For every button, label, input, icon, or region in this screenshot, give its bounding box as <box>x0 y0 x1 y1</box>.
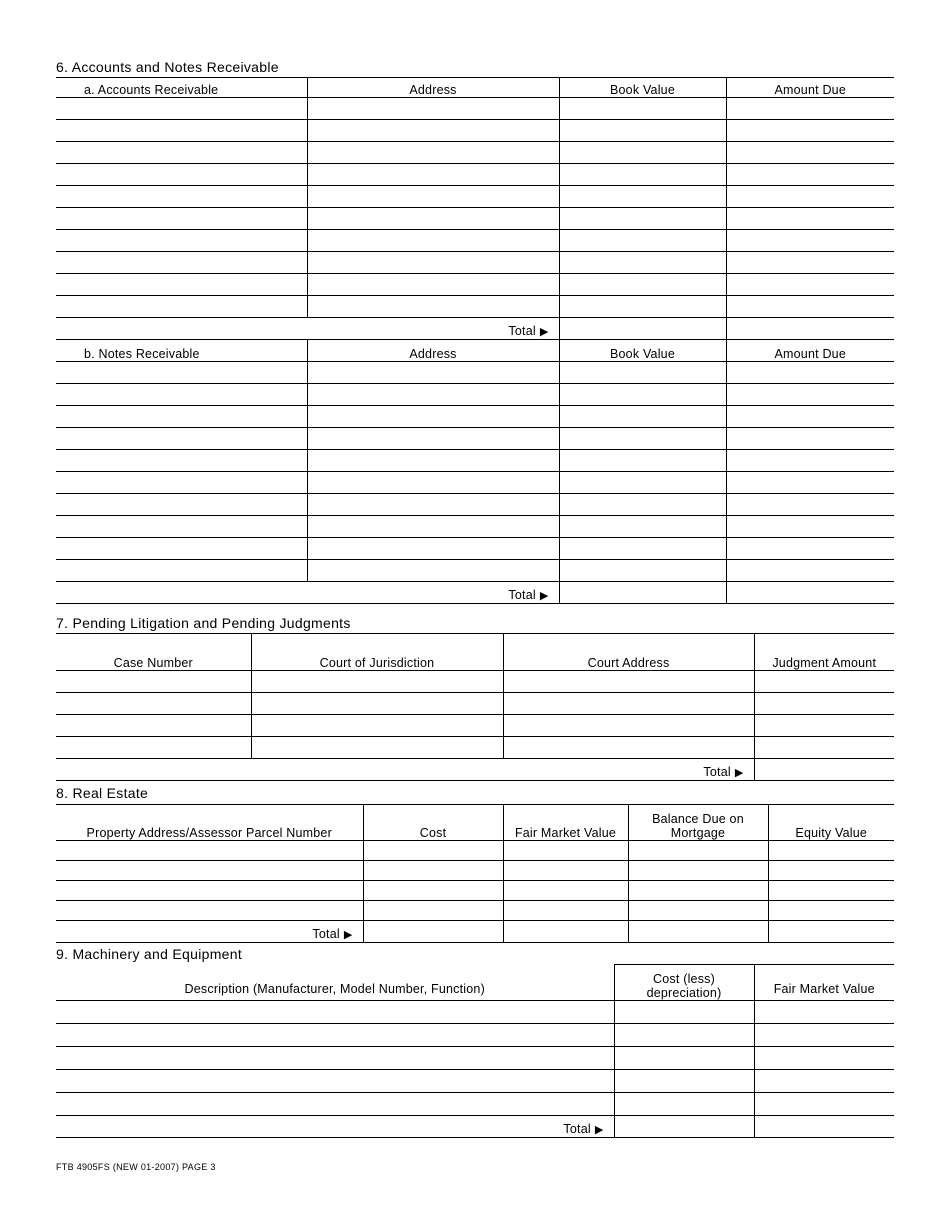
cell-judgment-amount[interactable] <box>754 715 894 737</box>
col-book-value: Book Value <box>559 340 726 362</box>
cell-book-value[interactable] <box>559 362 726 384</box>
total-book-value[interactable] <box>559 318 726 340</box>
table-row <box>56 384 894 406</box>
cell-amount-due[interactable] <box>726 560 894 582</box>
cell-name[interactable] <box>56 538 307 560</box>
cell-name[interactable] <box>56 296 307 318</box>
cell-name[interactable] <box>56 230 307 252</box>
cell-property[interactable] <box>56 901 363 921</box>
table-row <box>56 841 894 861</box>
cell-book-value[interactable] <box>559 494 726 516</box>
cell-fmv[interactable] <box>503 881 628 901</box>
cell-description[interactable] <box>56 1001 614 1024</box>
cell-cost[interactable] <box>614 1047 754 1070</box>
cell-court-address[interactable] <box>503 671 754 693</box>
cell-property[interactable] <box>56 861 363 881</box>
table-row <box>56 693 894 715</box>
cell-amount-due[interactable] <box>726 252 894 274</box>
table-row <box>56 274 894 296</box>
col-equity-value: Equity Value <box>768 805 894 841</box>
cell-cost[interactable] <box>614 1001 754 1024</box>
cell-address[interactable] <box>307 186 559 208</box>
cell-fmv[interactable] <box>503 861 628 881</box>
cell-name[interactable] <box>56 516 307 538</box>
cell-name[interactable] <box>56 208 307 230</box>
total-label: Total ▶ <box>56 318 559 340</box>
cell-fmv[interactable] <box>503 901 628 921</box>
cell-name[interactable] <box>56 406 307 428</box>
table-header-row <box>56 634 894 671</box>
total-amount-due[interactable] <box>726 318 894 340</box>
col-book-value: Book Value <box>559 78 726 98</box>
machinery-table <box>56 964 894 1138</box>
cell-book-value[interactable] <box>559 208 726 230</box>
total-row <box>56 318 894 340</box>
cell-name[interactable] <box>56 472 307 494</box>
cell-amount-due[interactable] <box>726 230 894 252</box>
cell-address[interactable] <box>307 494 559 516</box>
table-row <box>56 142 894 164</box>
total-balance[interactable] <box>628 921 768 943</box>
cell-amount-due[interactable] <box>726 164 894 186</box>
col-address: Address <box>307 78 559 98</box>
cell-book-value[interactable] <box>559 384 726 406</box>
total-equity[interactable] <box>768 921 894 943</box>
cell-address[interactable] <box>307 230 559 252</box>
table-header-row <box>56 340 894 362</box>
cell-address[interactable] <box>307 274 559 296</box>
arrow-right-icon: ▶ <box>539 326 549 338</box>
cell-judgment-amount[interactable] <box>754 671 894 693</box>
cell-court[interactable] <box>251 671 503 693</box>
total-judgment-amount[interactable] <box>754 759 894 781</box>
cell-description[interactable] <box>56 1070 614 1093</box>
total-cost[interactable] <box>614 1116 754 1138</box>
cell-book-value[interactable] <box>559 538 726 560</box>
table-row <box>56 472 894 494</box>
total-fmv[interactable] <box>503 921 628 943</box>
col-description: Description (Manufacturer, Model Number, Function) <box>56 965 614 1001</box>
table-row <box>56 901 894 921</box>
table-row <box>56 120 894 142</box>
cell-name[interactable] <box>56 142 307 164</box>
cell-book-value[interactable] <box>559 230 726 252</box>
cell-name[interactable] <box>56 450 307 472</box>
cell-name[interactable] <box>56 560 307 582</box>
cell-name[interactable] <box>56 98 307 120</box>
cell-balance[interactable] <box>628 841 768 861</box>
col-cost: Cost <box>363 805 503 841</box>
cell-equity[interactable] <box>768 881 894 901</box>
cell-address[interactable] <box>307 406 559 428</box>
cell-equity[interactable] <box>768 901 894 921</box>
cell-amount-due[interactable] <box>726 208 894 230</box>
table-row <box>56 98 894 120</box>
cell-court[interactable] <box>251 693 503 715</box>
col-cost-less-depreciation: Cost (less) depreciation) <box>614 965 754 1001</box>
cell-amount-due[interactable] <box>726 538 894 560</box>
section-7-title: 7. Pending Litigation and Pending Judgments <box>56 615 351 631</box>
form-footer: FTB 4905FS (NEW 01-2007) PAGE 3 <box>56 1162 216 1172</box>
cell-name[interactable] <box>56 274 307 296</box>
cell-address[interactable] <box>307 450 559 472</box>
cell-description[interactable] <box>56 1024 614 1047</box>
cell-amount-due[interactable] <box>726 296 894 318</box>
cell-book-value[interactable] <box>559 120 726 142</box>
col-amount-due: Amount Due <box>726 78 894 98</box>
col-amount-due: Amount Due <box>726 340 894 362</box>
cell-address[interactable] <box>307 516 559 538</box>
cell-fmv[interactable] <box>503 841 628 861</box>
table-header-row <box>56 965 894 1001</box>
table-row <box>56 450 894 472</box>
cell-amount-due[interactable] <box>726 384 894 406</box>
col-court-of-jurisdiction: Court of Jurisdiction <box>251 634 503 671</box>
cell-name[interactable] <box>56 252 307 274</box>
table-row <box>56 164 894 186</box>
cell-address[interactable] <box>307 472 559 494</box>
cell-description[interactable] <box>56 1093 614 1116</box>
cell-fmv[interactable] <box>754 1070 894 1093</box>
cell-address[interactable] <box>307 252 559 274</box>
cell-name[interactable] <box>56 186 307 208</box>
table-row <box>56 715 894 737</box>
cell-cost[interactable] <box>614 1093 754 1116</box>
cell-case-number[interactable] <box>56 737 251 759</box>
cell-description[interactable] <box>56 1047 614 1070</box>
cell-name[interactable] <box>56 384 307 406</box>
col-court-address: Court Address <box>503 634 754 671</box>
cell-amount-due[interactable] <box>726 406 894 428</box>
section-9-title: 9. Machinery and Equipment <box>56 946 243 962</box>
arrow-right-icon: ▶ <box>539 590 549 602</box>
cell-book-value[interactable] <box>559 450 726 472</box>
cell-amount-due[interactable] <box>726 274 894 296</box>
cell-book-value[interactable] <box>559 472 726 494</box>
cell-amount-due[interactable] <box>726 516 894 538</box>
cell-court-address[interactable] <box>503 737 754 759</box>
cell-address[interactable] <box>307 208 559 230</box>
table-row <box>56 186 894 208</box>
cell-book-value[interactable] <box>559 164 726 186</box>
table-row <box>56 881 894 901</box>
table-row <box>56 362 894 384</box>
cell-judgment-amount[interactable] <box>754 693 894 715</box>
notes-receivable-label: b. Notes Receivable <box>56 340 307 362</box>
cell-fmv[interactable] <box>754 1093 894 1116</box>
cell-address[interactable] <box>307 98 559 120</box>
cell-property[interactable] <box>56 881 363 901</box>
cell-book-value[interactable] <box>559 186 726 208</box>
total-label: Total ▶ <box>56 759 754 781</box>
cell-address[interactable] <box>307 362 559 384</box>
section-6-title: 6. Accounts and Notes Receivable <box>56 59 279 75</box>
total-row <box>56 759 894 781</box>
table-row <box>56 1093 894 1116</box>
cell-fmv[interactable] <box>754 1001 894 1024</box>
table-row <box>56 428 894 450</box>
cell-address[interactable] <box>307 142 559 164</box>
cell-judgment-amount[interactable] <box>754 737 894 759</box>
cell-name[interactable] <box>56 164 307 186</box>
cell-address[interactable] <box>307 120 559 142</box>
cell-address[interactable] <box>307 560 559 582</box>
cell-name[interactable] <box>56 362 307 384</box>
cell-cost[interactable] <box>614 1070 754 1093</box>
cell-amount-due[interactable] <box>726 362 894 384</box>
cell-amount-due[interactable] <box>726 428 894 450</box>
cell-property[interactable] <box>56 841 363 861</box>
cell-amount-due[interactable] <box>726 450 894 472</box>
total-amount-due[interactable] <box>726 582 894 604</box>
cell-case-number[interactable] <box>56 693 251 715</box>
cell-case-number[interactable] <box>56 715 251 737</box>
col-fair-market-value: Fair Market Value <box>503 805 628 841</box>
cell-balance[interactable] <box>628 861 768 881</box>
cell-equity[interactable] <box>768 861 894 881</box>
cell-cost[interactable] <box>363 881 503 901</box>
table-row <box>56 516 894 538</box>
total-label: Total ▶ <box>56 1116 614 1138</box>
col-balance-due: Balance Due on Mortgage <box>628 805 768 841</box>
accounts-receivable-label: a. Accounts Receivable <box>56 78 307 98</box>
cell-cost[interactable] <box>363 901 503 921</box>
cell-case-number[interactable] <box>56 671 251 693</box>
real-estate-table <box>56 804 894 943</box>
table-row <box>56 560 894 582</box>
cell-book-value[interactable] <box>559 406 726 428</box>
col-address: Address <box>307 340 559 362</box>
col-property-address: Property Address/Assessor Parcel Number <box>56 805 363 841</box>
total-fmv[interactable] <box>754 1116 894 1138</box>
cell-fmv[interactable] <box>754 1047 894 1070</box>
arrow-right-icon: ▶ <box>343 929 353 941</box>
cell-address[interactable] <box>307 164 559 186</box>
pending-litigation-table <box>56 633 894 781</box>
cell-address[interactable] <box>307 384 559 406</box>
cell-book-value[interactable] <box>559 560 726 582</box>
table-row <box>56 208 894 230</box>
cell-cost[interactable] <box>363 861 503 881</box>
cell-cost[interactable] <box>363 841 503 861</box>
total-label: Total ▶ <box>56 582 559 604</box>
table-row <box>56 861 894 881</box>
cell-book-value[interactable] <box>559 274 726 296</box>
cell-book-value[interactable] <box>559 252 726 274</box>
cell-amount-due[interactable] <box>726 142 894 164</box>
total-row <box>56 1116 894 1138</box>
table-row <box>56 737 894 759</box>
table-row <box>56 494 894 516</box>
arrow-right-icon: ▶ <box>594 1124 604 1136</box>
cell-cost[interactable] <box>614 1024 754 1047</box>
table-header-row <box>56 805 894 841</box>
cell-book-value[interactable] <box>559 516 726 538</box>
cell-name[interactable] <box>56 120 307 142</box>
cell-court[interactable] <box>251 737 503 759</box>
table-row <box>56 538 894 560</box>
cell-amount-due[interactable] <box>726 472 894 494</box>
table-row <box>56 1024 894 1047</box>
table-row <box>56 252 894 274</box>
cell-book-value[interactable] <box>559 98 726 120</box>
table-row <box>56 1001 894 1024</box>
table-row <box>56 296 894 318</box>
table-row <box>56 230 894 252</box>
total-row <box>56 582 894 604</box>
total-label: Total ▶ <box>56 921 363 943</box>
cell-book-value[interactable] <box>559 296 726 318</box>
cell-court[interactable] <box>251 715 503 737</box>
table-row <box>56 406 894 428</box>
section-8-title: 8. Real Estate <box>56 785 149 801</box>
cell-name[interactable] <box>56 428 307 450</box>
cell-court-address[interactable] <box>503 715 754 737</box>
col-case-number: Case Number <box>56 634 251 671</box>
cell-address[interactable] <box>307 296 559 318</box>
cell-court-address[interactable] <box>503 693 754 715</box>
cell-amount-due[interactable] <box>726 494 894 516</box>
table-row <box>56 1047 894 1070</box>
table-row <box>56 671 894 693</box>
table-row <box>56 1070 894 1093</box>
cell-fmv[interactable] <box>754 1024 894 1047</box>
col-judgment-amount: Judgment Amount <box>754 634 894 671</box>
cell-balance[interactable] <box>628 901 768 921</box>
cell-address[interactable] <box>307 428 559 450</box>
cell-equity[interactable] <box>768 841 894 861</box>
col-fair-market-value: Fair Market Value <box>754 965 894 1001</box>
cell-address[interactable] <box>307 538 559 560</box>
cell-amount-due[interactable] <box>726 120 894 142</box>
cell-name[interactable] <box>56 494 307 516</box>
total-cost[interactable] <box>363 921 503 943</box>
total-row <box>56 921 894 943</box>
cell-book-value[interactable] <box>559 428 726 450</box>
cell-amount-due[interactable] <box>726 98 894 120</box>
table-header-row <box>56 78 894 98</box>
accounts-receivable-table <box>56 77 894 604</box>
cell-amount-due[interactable] <box>726 186 894 208</box>
cell-book-value[interactable] <box>559 142 726 164</box>
arrow-right-icon: ▶ <box>734 767 744 779</box>
total-book-value[interactable] <box>559 582 726 604</box>
cell-balance[interactable] <box>628 881 768 901</box>
